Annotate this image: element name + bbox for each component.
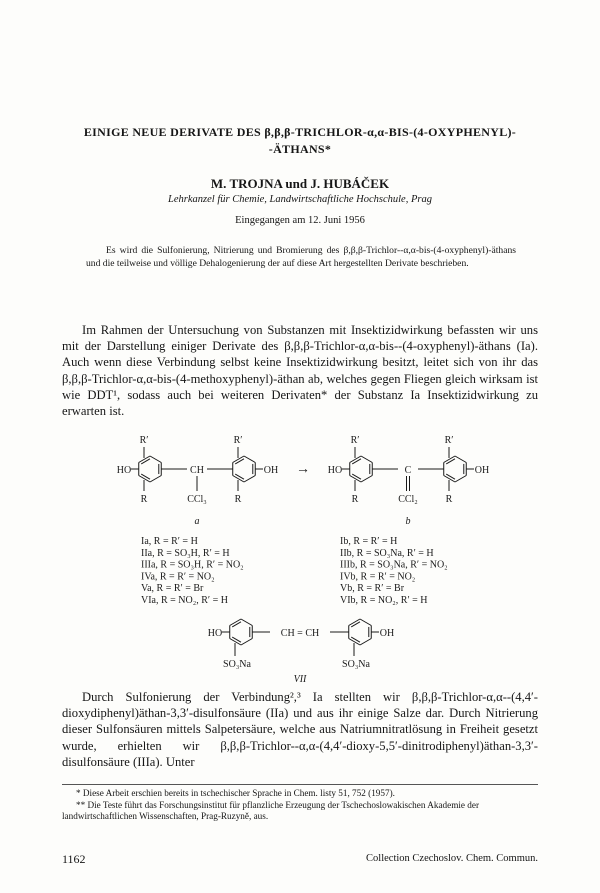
received-date: Eingegangen am 12. Juni 1956 bbox=[235, 215, 365, 226]
journal-name: Collection Czechoslov. Chem. Commun. bbox=[366, 853, 538, 864]
body-paragraph-1: Im Rahmen der Untersuchung von Substanzen mit Insektizidwirkung befassten wir uns mit der Darstellung einiger Derivate des β,β,β-Trichlor-α,α-bis--(4-oxyphenyl)-äthans (Ia). Auch wenn diese Verbindung selbst keine Insektizidwirkung besitzt, leitet sich von ihr das β,β,β-Trichlor-α,α-bis-(4-methoxyphenyl)-äthan ab, welches gegen Fliegen gleich wirksam ist wie DDT¹, sodass auch bei weiteren Derivaten* der Substanz Ia Insektizidwirkung zu erwarten ist. bbox=[62, 323, 538, 419]
compound-a-4: Va, R = R′ = Br bbox=[141, 583, 204, 595]
struct-b-ring-left-edge bbox=[361, 456, 372, 463]
abstract: Es wird die Sulfonierung, Nitrierung und Bromierung des β,β,β-Trichlor--α,α-bis-(4-oxyphenyl)-äthans und die teilweise und völlige Dehalogenierung der auf diese Art hergestellten Derivate beschrieben. bbox=[86, 245, 516, 269]
compound-a-2: IIIa, R = SO₃H, R′ = NO₂ bbox=[141, 559, 244, 571]
struct-b-bridge-label: C bbox=[404, 465, 412, 476]
authors: M. TROJNA und J. HUBÁČEK bbox=[210, 176, 390, 191]
vii-ring-right-double bbox=[351, 637, 360, 642]
struct-b-ring-left-double bbox=[352, 474, 361, 479]
struct-b-rp-label-left: R′ bbox=[350, 435, 360, 446]
vii-ho-label: HO bbox=[207, 628, 223, 639]
compound-a-0: Ia, R = R′ = H bbox=[141, 536, 198, 547]
struct-a-ring-right-edge bbox=[244, 456, 255, 463]
vii-label: VII bbox=[293, 674, 307, 685]
struct-b-ring-left-double bbox=[352, 459, 361, 464]
compound-a-5: VIa, R = NO₂, R′ = H bbox=[141, 595, 228, 606]
struct-a-r-label-right: R bbox=[234, 494, 242, 505]
label-a: a bbox=[194, 516, 200, 527]
vii-ring-left-edge bbox=[241, 639, 252, 646]
page-number: 1162 bbox=[62, 852, 86, 866]
reaction-arrow: → bbox=[296, 462, 310, 477]
vii-oh-label: OH bbox=[379, 628, 395, 639]
vii-ring-left-edge bbox=[230, 619, 241, 626]
struct-a-ring-left-edge bbox=[150, 476, 161, 483]
struct-a-ring-right-edge bbox=[244, 476, 255, 483]
compound-b-2: IIIb, R = SO₃Na, R′ = NO₂ bbox=[340, 559, 448, 571]
vii-ring-left-double bbox=[232, 622, 241, 627]
struct-b-ring-right-edge bbox=[455, 456, 466, 463]
vii-ring-right-edge bbox=[349, 619, 360, 626]
struct-b-ring-left-edge bbox=[361, 476, 372, 483]
compound-a-1: IIa, R = SO₃H, R′ = H bbox=[141, 547, 230, 559]
vii-ring-right-double bbox=[351, 622, 360, 627]
compound-b-4: Vb, R = R′ = Br bbox=[340, 583, 405, 595]
compound-b-3: IVb, R = R′ = NO₂ bbox=[340, 571, 416, 583]
struct-a-rp-label-left: R′ bbox=[139, 435, 149, 446]
struct-b-ccl-label: CCl₂ bbox=[398, 494, 418, 505]
compound-b-1: IIb, R = SO₃Na, R′ = H bbox=[340, 547, 434, 559]
struct-b-rp-label-right: R′ bbox=[444, 435, 454, 446]
article-title-line-2: -ÄTHANS* bbox=[268, 142, 332, 156]
vii-so3na-right: SO₃Na bbox=[342, 659, 370, 670]
struct-b-ring-right-double bbox=[446, 459, 455, 464]
struct-a-r-label-left: R bbox=[140, 494, 148, 505]
vii-bridge-label: CH = CH bbox=[280, 628, 320, 639]
struct-b-ring-right-double bbox=[446, 474, 455, 479]
vii-ring-right-edge bbox=[360, 639, 371, 646]
compound-b-0: Ib, R = R′ = H bbox=[340, 536, 398, 547]
struct-a-ring-left-edge bbox=[150, 456, 161, 463]
affiliation: Lehrkanzel für Chemie, Landwirtschaftliche Hochschule, Prag bbox=[168, 194, 432, 205]
struct-b-r-label-right: R bbox=[445, 494, 453, 505]
vii-ring-left-double bbox=[232, 637, 241, 642]
footnote-1: * Diese Arbeit erschien bereits in tschechischer Sprache in Chem. listy 51, 752 (1957). bbox=[76, 788, 395, 798]
compound-b-5: VIb, R = NO₂, R′ = H bbox=[340, 595, 428, 606]
struct-a-ho-label: HO bbox=[116, 465, 132, 476]
struct-a-ccl-label: CCl₃ bbox=[187, 494, 207, 505]
struct-a-rp-label-right: R′ bbox=[233, 435, 243, 446]
struct-b-oh-label: OH bbox=[474, 465, 490, 476]
body-paragraph-2: Durch Sulfonierung der Verbindung²,³ Ia stellten wir β,β,β-Trichlor-α,α--(4,4′-dioxydiphenyl)äthan-3,3′-disulfonsäure (IIa) und aus ihr einige Salze dar. Durch Nitrierung dieser Sulfonsäuren mittels Salpetersäure, welche aus Natriumnitratlösung in Freiheit gesetzt wurde, erhielten wir β,β,β-Trichlor--α,α-(4,4′-dioxy-5,5′-dinitrodiphenyl)äthan-3,3′-disulfonsäure (IIIa). Unter bbox=[62, 690, 538, 769]
article-title-line-1: EINIGE NEUE DERIVATE DES β,β,β-TRICHLOR-α,α-BIS-(4-OXYPHENYL)- bbox=[83, 125, 517, 139]
struct-b-ho-label: HO bbox=[327, 465, 343, 476]
compound-a-3: IVa, R = R′ = NO₂ bbox=[141, 571, 215, 583]
vii-ring-right-edge bbox=[360, 619, 371, 626]
struct-a-ring-right-double bbox=[235, 474, 244, 479]
footnote-rule bbox=[62, 784, 538, 785]
vii-ring-left-edge bbox=[241, 619, 252, 626]
struct-a-ring-left-double bbox=[141, 459, 150, 464]
vii-so3na-left: SO₃Na bbox=[223, 659, 251, 670]
struct-a-oh-label: OH bbox=[263, 465, 279, 476]
struct-a-bridge-label: CH bbox=[190, 465, 204, 476]
footnote-2: ** Die Teste führt das Forschungsinstitut für pflanzliche Erzeugung der Tschechoslowakischen Akademie der landwirtschaftlichen Wissenschaften, Prag-Ruzyně, aus. bbox=[62, 799, 480, 821]
struct-b-r-label-left: R bbox=[351, 494, 359, 505]
footnotes bbox=[62, 788, 538, 823]
struct-a-ring-right-double bbox=[235, 459, 244, 464]
struct-a-ring-left-double bbox=[141, 474, 150, 479]
struct-b-ring-right-edge bbox=[455, 476, 466, 483]
label-b: b bbox=[405, 516, 411, 527]
